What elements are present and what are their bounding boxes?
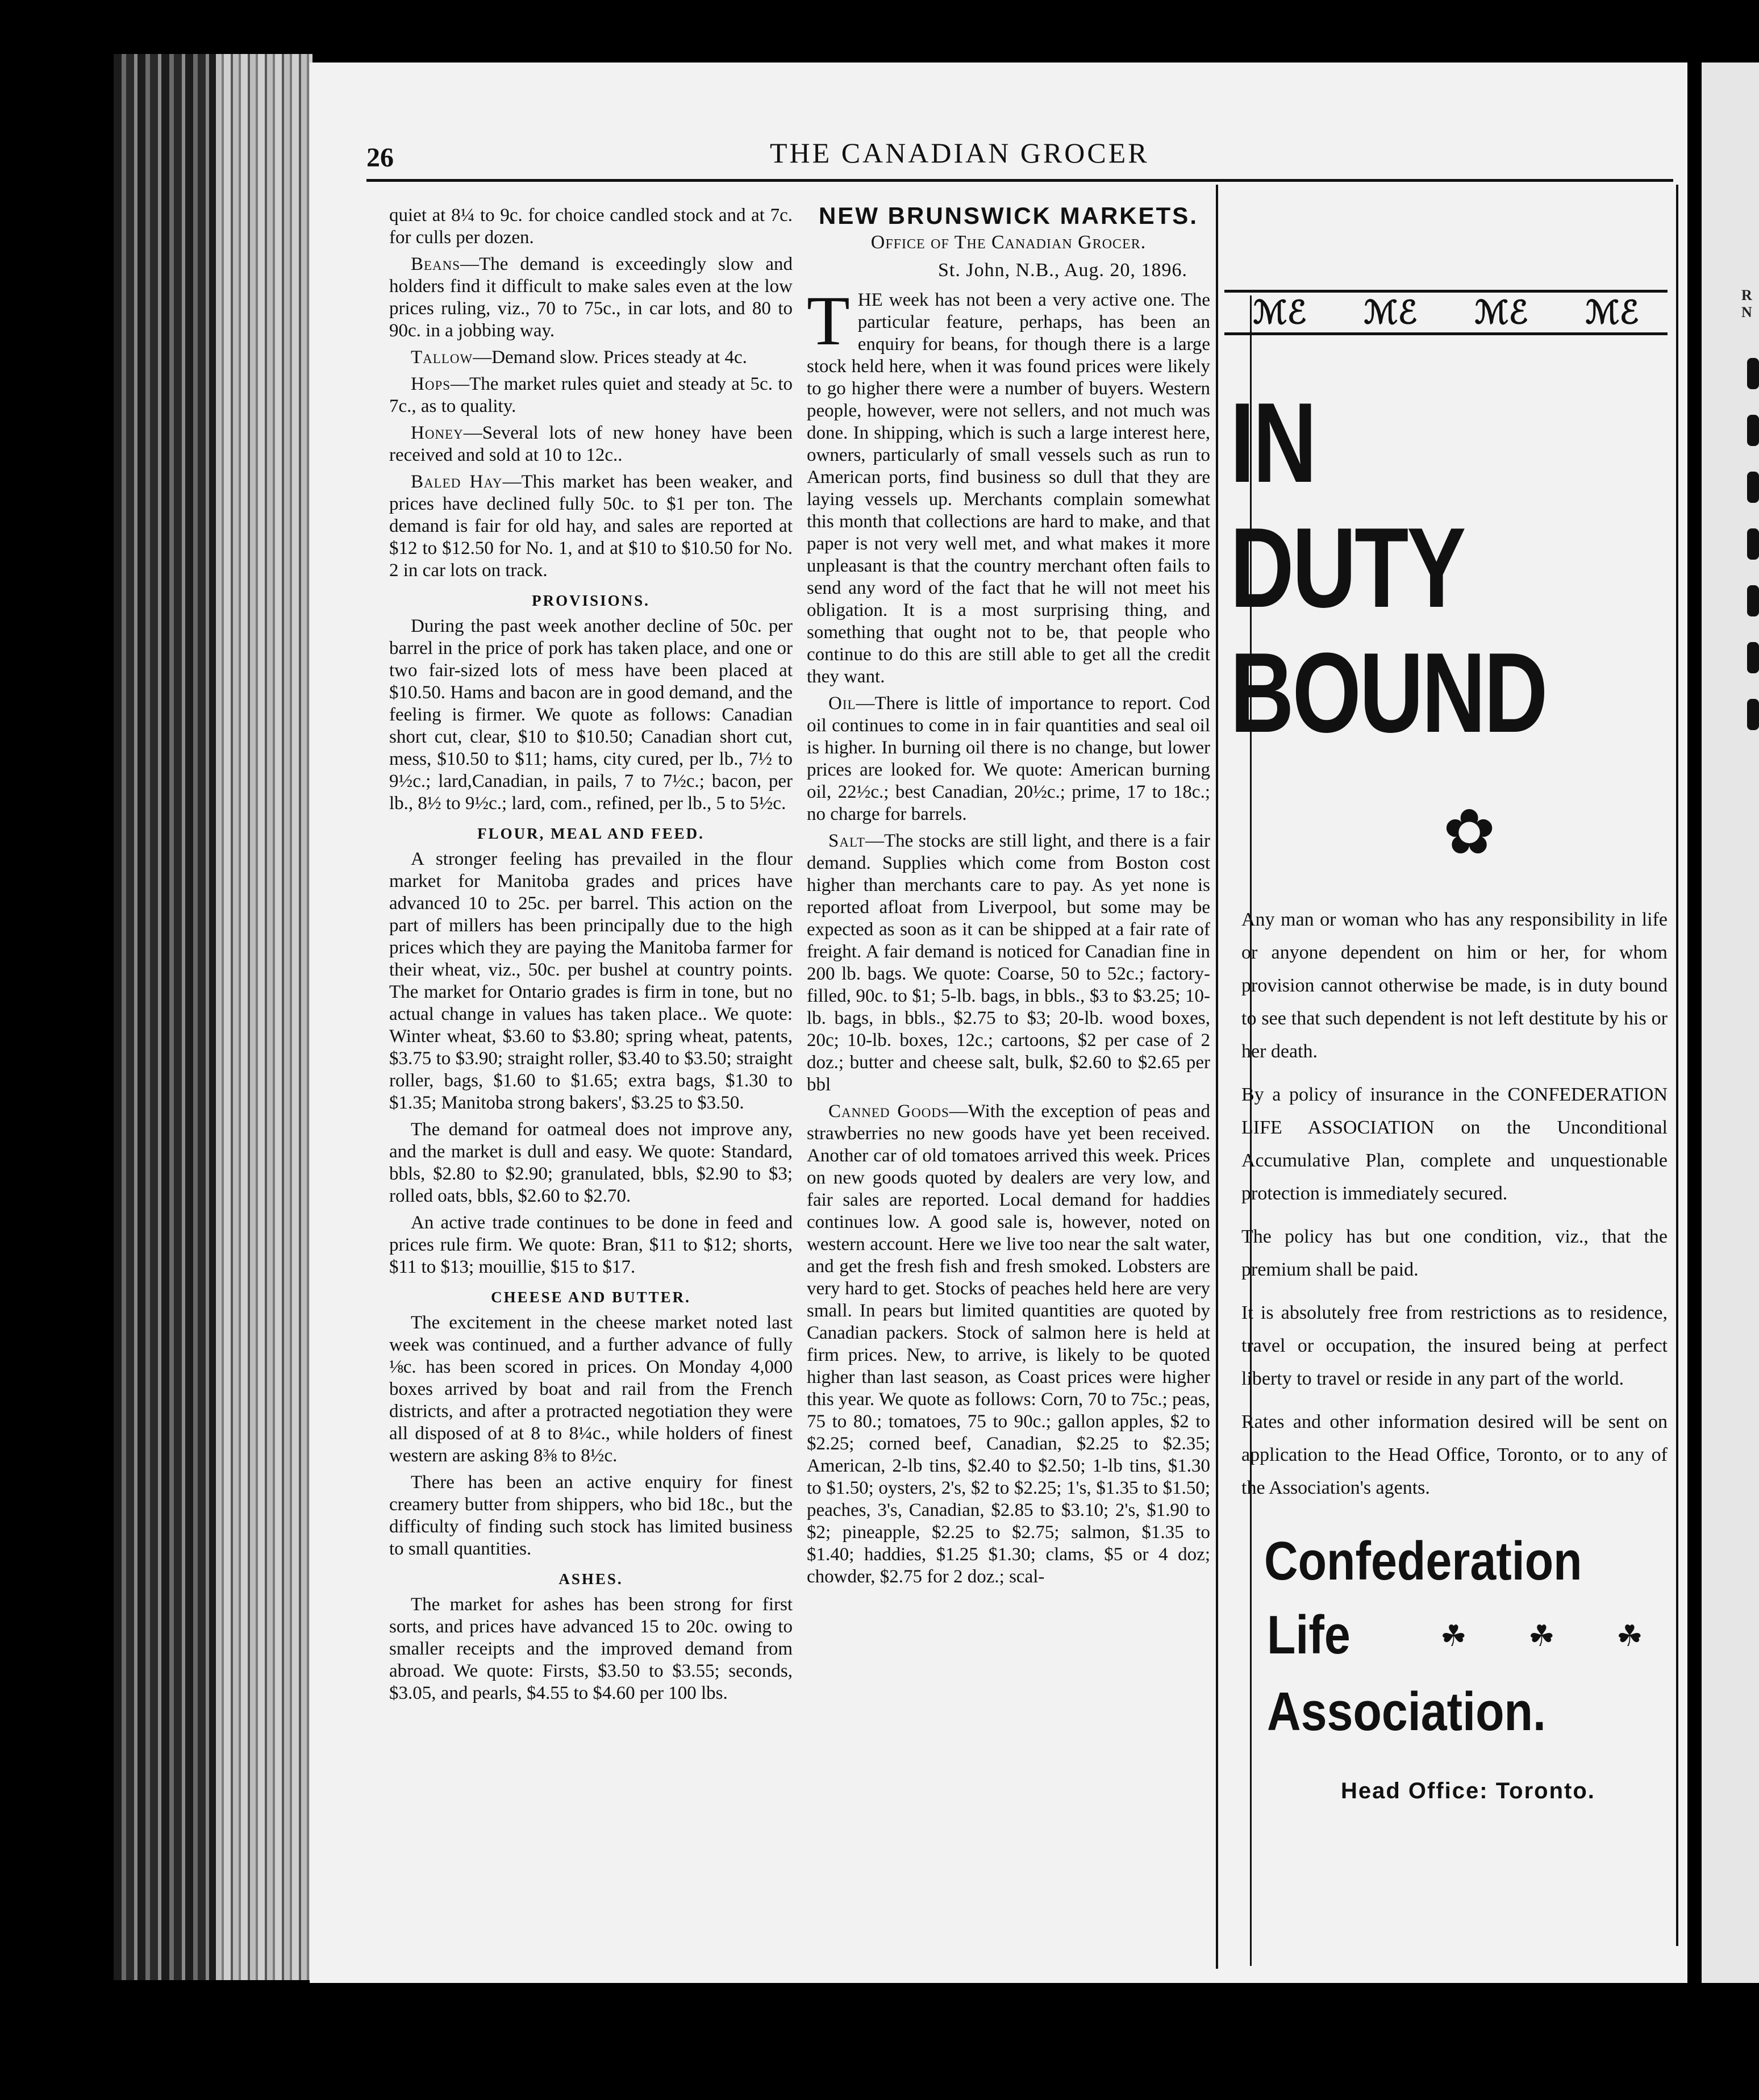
paragraph: During the past week another decline of 50c. per barrel in the price of pork has taken place, and one or two fair-sized lots of mess have been placed at $10.50. Hams and bacon are in good demand, and the feeling is firmer. We quote as follows: Canadian short cut, clear, $10 to $10.50; Canadian short cut, mess, $10.50 to $11; hams, city cured, per lb., 7½ to 9½c.; lard,Canadian, in pails, 7 to 7½c.; bacon, per lb., 8½ to 9½c.; lard, com., refined, per lb., 5 to 5½c.	[389, 616, 793, 814]
ad-paragraph: It is absolutely free from restrictions as to residence, travel or occupation, the insured being at perfect liberty to travel or reside in any part of the world.	[1241, 1302, 1668, 1389]
paragraph-tallow: Tallow—Demand slow. Prices steady at 4c.	[411, 347, 747, 368]
paragraph: The market for ashes has been strong for first sorts, and prices have advanced 15 to 20c. owing to smaller receipts and the improved demand from abroad. We quote: Firsts, $3.50 to $3.55; seconds, $3.05, and pearls, $4.55 to $4.60 per 100 lbs.	[389, 1594, 793, 1703]
page-header	[366, 136, 1673, 176]
leaf-ornament-icon: ☘	[1616, 1619, 1643, 1653]
page-number: 26	[366, 143, 394, 173]
market-column-2	[807, 202, 1211, 1593]
insurance-advertisement	[1224, 205, 1679, 1966]
paragraph: There has been an active enquiry for finest creamery butter from shippers, who bid 18c., but the difficulty of finding such stock has limited business to small quantities.	[389, 1472, 793, 1559]
company-name: Confederation	[1264, 1531, 1582, 1591]
section-heading: PROVISIONS.	[532, 592, 650, 609]
column-rule	[1216, 185, 1218, 1969]
ad-paragraph: Any man or woman who has any responsibility in life or anyone dependent on him or her, for whom provision cannot otherwise be made, is in duty bound to see that such dependent is not left destitute by his or her death.	[1241, 909, 1668, 1062]
paragraph: THE week has not been a very active one. The particular feature, perhaps, has been an enquiry for beans, for though there is a large stock held here, when it was found prices were likely to go higher there were a number of buyers. Western people, however, were not sellers, and not much was done. In shipping, which is such a large interest here, owners, particularly of small vessels such as run to American ports, find business so dull that they are laying vessels up. Merchants complain somewhat this month that collections are hard to make, and that paper is not very well met, and what makes it more unpleasant is that the country merchant often fails to send any word of the fact that he will not meet his obligation. It is a most surprising thing, and something that ought not to be, that people who continue to do this are still able to get all the credit they want.	[807, 282, 1210, 687]
next-page-letter: R	[1741, 287, 1752, 303]
paragraph: A stronger feeling has prevailed in the flour market for Manitoba grades and prices have advanced 10 to 25c. per barrel. This action on the part of millers has been principally due to the high prices which they are paying the Manitoba farmer for their wheat, viz., 50c. per bushel at country points. The market for Ontario grades is firm in tone, but no actual change in values has taken place.. We quote: Winter wheat, $3.60 to $3.80; spring wheat, patents, $3.75 to $3.90; straight roller, $3.40 to $3.50; straight roller, bags, $1.60 to $1.65; extra bags, $1.30 to $1.35; Manitoba strong bakers', $3.25 to $3.50.	[389, 849, 793, 1113]
office-line: Office of The Canadian Grocer.	[870, 232, 1147, 253]
paragraph-honey: Honey—Several lots of new honey have been received and sold at 10 to 12c..	[389, 423, 793, 465]
publication-title: THE CANADIAN GROCER	[770, 137, 1149, 169]
paragraph-oil: Oil—There is little of importance to report. Cod oil continues to come in in fair quantities and seal oil is higher. In burning oil there is no change, but lower prices are looked for. We quote: American burning oil, 22½c.; best Canadian, 20½c.; prime, 17 to 18c.; no charge for barrels.	[807, 693, 1210, 824]
leaf-ornament-icon: ☘	[1528, 1619, 1555, 1653]
headline-word: IN	[1230, 380, 1315, 506]
newspaper-page	[310, 63, 1687, 1983]
ad-paragraph: By a policy of insurance in the CONFEDERATION LIFE ASSOCIATION on the Unconditional Accumulative Plan, complete and unquestionable protection is immediately secured.	[1241, 1084, 1668, 1204]
headline-word: DUTY	[1230, 505, 1465, 631]
paragraph: The excitement in the cheese market noted last week was continued, and a further advance of fully ⅛c. has been scored in prices. On Monday 4,000 boxes arrived by boat and rail from the French districts, and after a protracted negotiation they were all disposed of at 8 to 8¼c., while holders of finest western are asking 8⅜ to 8½c.	[389, 1313, 793, 1466]
company-name: Association.	[1267, 1681, 1546, 1742]
head-office: Head Office: Toronto.	[1341, 1778, 1595, 1803]
section-headline: NEW BRUNSWICK MARKETS.	[819, 202, 1198, 229]
paragraph-hay: Baled Hay—This market has been weaker, and prices have declined fully 50c. to $1 per ton. The demand is fair for old hay, and sales are reported at $12 to $12.50 for No. 1, and at $10 to $10.50 for No. 2 in car lots on track.	[389, 472, 793, 581]
paragraph: quiet at 8¼ to 9c. for choice candled stock and at 7c. for culls per dozen.	[389, 205, 793, 248]
book-edge	[114, 54, 312, 1980]
next-page-letter: N	[1741, 304, 1752, 320]
header-rule	[366, 179, 1673, 182]
company-name: Life	[1267, 1605, 1350, 1665]
dateline: St. John, N.B., Aug. 20, 1896.	[938, 260, 1187, 281]
ad-paragraph: Rates and other information desired will be sent on application to the Head Office, Toronto, or to any of the Association's agents.	[1241, 1411, 1668, 1498]
market-column-1	[389, 205, 793, 1709]
drop-cap: T	[807, 282, 850, 360]
ornament-border: ℳℰ ℳℰ ℳℰ ℳℰ	[1224, 290, 1668, 335]
paragraph: The demand for oatmeal does not improve any, and the market is dull and easy. We quote: Standard, bbls, $2.80 to $2.90; granulated, bbls, $2.90 to $3; rolled oats, bbls, $2.60 to $2.70.	[389, 1119, 793, 1206]
paragraph-canned: Canned Goods—With the exception of peas and strawberries no new goods have yet been received. Another car of old tomatoes arrived this week. Prices on new goods quoted by dealers are very low, and fair sales are reported. Local demand for haddies continues low. A good sale is, however, noted on western account. Here we live too near the salt water, and get the fresh fish and fresh smoked. Lobsters are very hard to get. Stocks of peaches held here are very small. In pears but limited quantities are quoted by Canadian packers. Stock of salmon here is held at firm prices. New, to arrive, is likely to be quoted higher than last season, as Coast prices were higher this year. We quote as follows: Corn, 70 to 75c.; peas, 75 to 80.; tomatoes, 75 to 90c.; gallon apples, $2 to $2.25; corned beef, Canadian, $2.25 to $2.35; American, 2-lb tins, $2.40 to $2.50; 1-lb tins, $1.30 to $1.50; oysters, 2's, $2 to $2.25; 1's, $1.35 to $1.50; peaches, 3's, Canadian, $2.85 to $3.10; 2's, $1.90 to $2; pineapple, $2.25 to $2.75; salmon, $1.35 to $1.40; haddies, $1.25 $1.30; clams, $5 or 4 doz; chowder, $2.75 for 2 doz.; scal-	[807, 1101, 1211, 1587]
leaf-ornament-icon: ☘	[1440, 1619, 1467, 1653]
paragraph-beans: Beans—The demand is exceedingly slow and holders find it difficult to make sales even at the low prices ruling, viz., 70 to 75c., in car lots, and 80 to 90c. in a jobbing way.	[389, 254, 793, 341]
section-heading: ASHES.	[558, 1570, 623, 1588]
paragraph-salt: Salt—The stocks are still light, and there is a fair demand. Supplies which come from Boston cost higher than merchants care to pay. As yet none is reported afloat from Liverpool, but some may be expected as soon as it can be shipped at a fair rate of freight. A fair demand is noticed for Canadian fine in 200 lb. bags. We quote: Coarse, 50 to 52c.; factory-filled, 90c. to $1; 5-lb. bags, in bbls., $3 to $3.25; 10-lb. bags, in bbls., $2.75 to $3; 20-lb. wood boxes, 20c; 10-lb. boxes, 12c.; cartoons, $2 per case of 2 doz.; butter and cheese salt, bulk, $2.60 to $2.65 per bbl	[807, 831, 1210, 1095]
headline-word: BOUND	[1230, 630, 1547, 756]
paragraph: An active trade continues to be done in feed and prices rule firm. We quote: Bran, $11 to $12; shorts, $11 to $13; mouillie, $15 to $17.	[389, 1212, 793, 1277]
next-page-edge	[1702, 63, 1759, 1983]
ad-body	[1241, 903, 1668, 1515]
flower-ornament-icon: ✿	[1443, 795, 1496, 868]
ad-paragraph: The policy has but one condition, viz., that the premium shall be paid.	[1241, 1226, 1668, 1280]
section-heading: CHEESE AND BUTTER.	[491, 1289, 691, 1306]
paragraph-hops: Hops—The market rules quiet and steady at 5c. to 7c., as to quality.	[389, 374, 793, 416]
section-heading: FLOUR, MEAL AND FEED.	[477, 825, 705, 842]
